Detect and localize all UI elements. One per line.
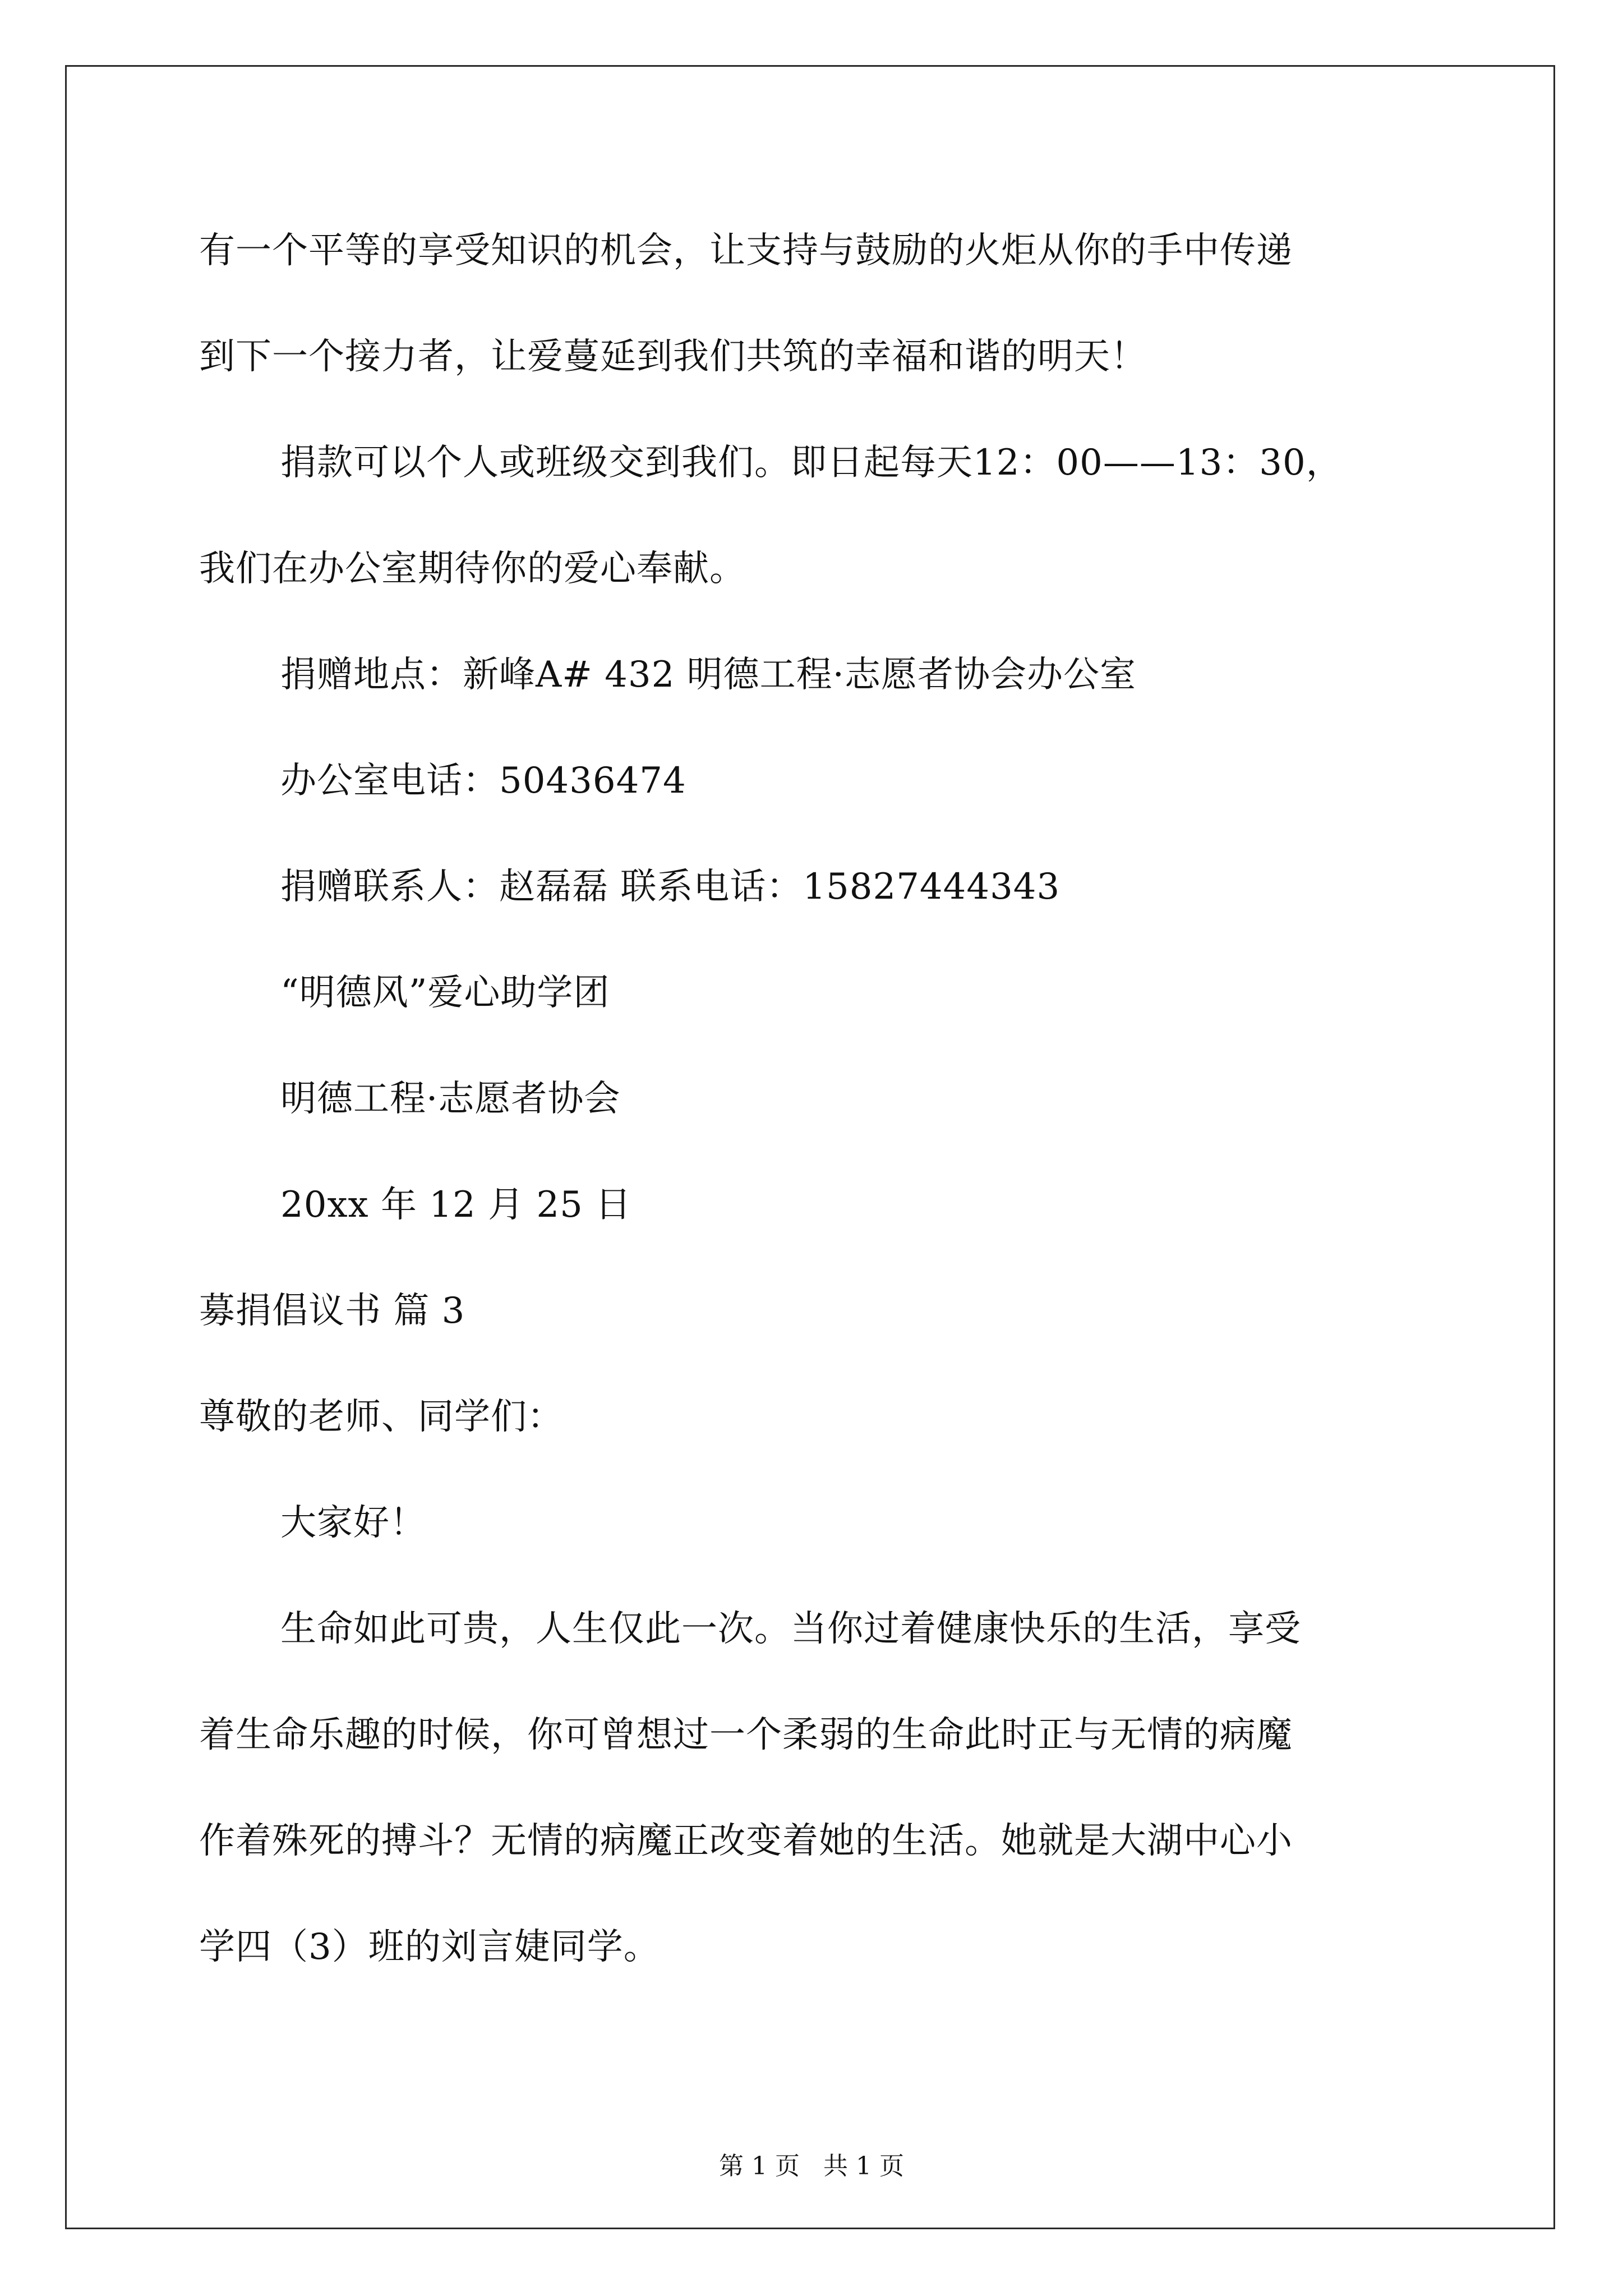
body-text-line: 我们在办公室期待你的爱心奉献。 bbox=[199, 548, 746, 590]
page-frame bbox=[65, 65, 1555, 2229]
signature-association: 明德工程·志愿者协会 bbox=[280, 1078, 621, 1120]
body-text-line: 生命如此可贵，人生仅此一次。当你过着健康快乐的生活，享受 bbox=[280, 1608, 1301, 1650]
body-text-line: 作着殊死的搏斗？无情的病魔正改变着她的生活。她就是大湖中心小 bbox=[199, 1820, 1293, 1862]
greeting: 大家好！ bbox=[280, 1502, 426, 1544]
section-heading: 募捐倡议书 篇 3 bbox=[199, 1290, 465, 1332]
body-text-line: 学四（3）班的刘言婕同学。 bbox=[199, 1926, 660, 1968]
salutation: 尊敬的老师、同学们： bbox=[199, 1396, 564, 1438]
signature-group: “明德风”爱心助学团 bbox=[280, 972, 610, 1014]
page-number-footer: 第 1 页 共 1 页 bbox=[719, 2152, 904, 2180]
body-text-line: 有一个平等的享受知识的机会，让支持与鼓励的火炬从你的手中传递 bbox=[199, 230, 1293, 272]
office-phone: 办公室电话：50436474 bbox=[280, 760, 686, 802]
body-text-line: 到下一个接力者，让爱蔓延到我们共筑的幸福和谐的明天！ bbox=[199, 336, 1147, 378]
signature-date: 20xx 年 12 月 25 日 bbox=[280, 1184, 632, 1226]
donation-location: 捐赠地点：新峰A# 432 明德工程·志愿者协会办公室 bbox=[280, 654, 1137, 696]
body-text-line: 着生命乐趣的时候，你可曾想过一个柔弱的生命此时正与无情的病魔 bbox=[199, 1714, 1293, 1756]
donation-contact: 捐赠联系人：赵磊磊 联系电话：15827444343 bbox=[280, 866, 1061, 908]
body-text-line: 捐款可以个人或班级交到我们。即日起每天12：00——13：30， bbox=[280, 442, 1343, 484]
